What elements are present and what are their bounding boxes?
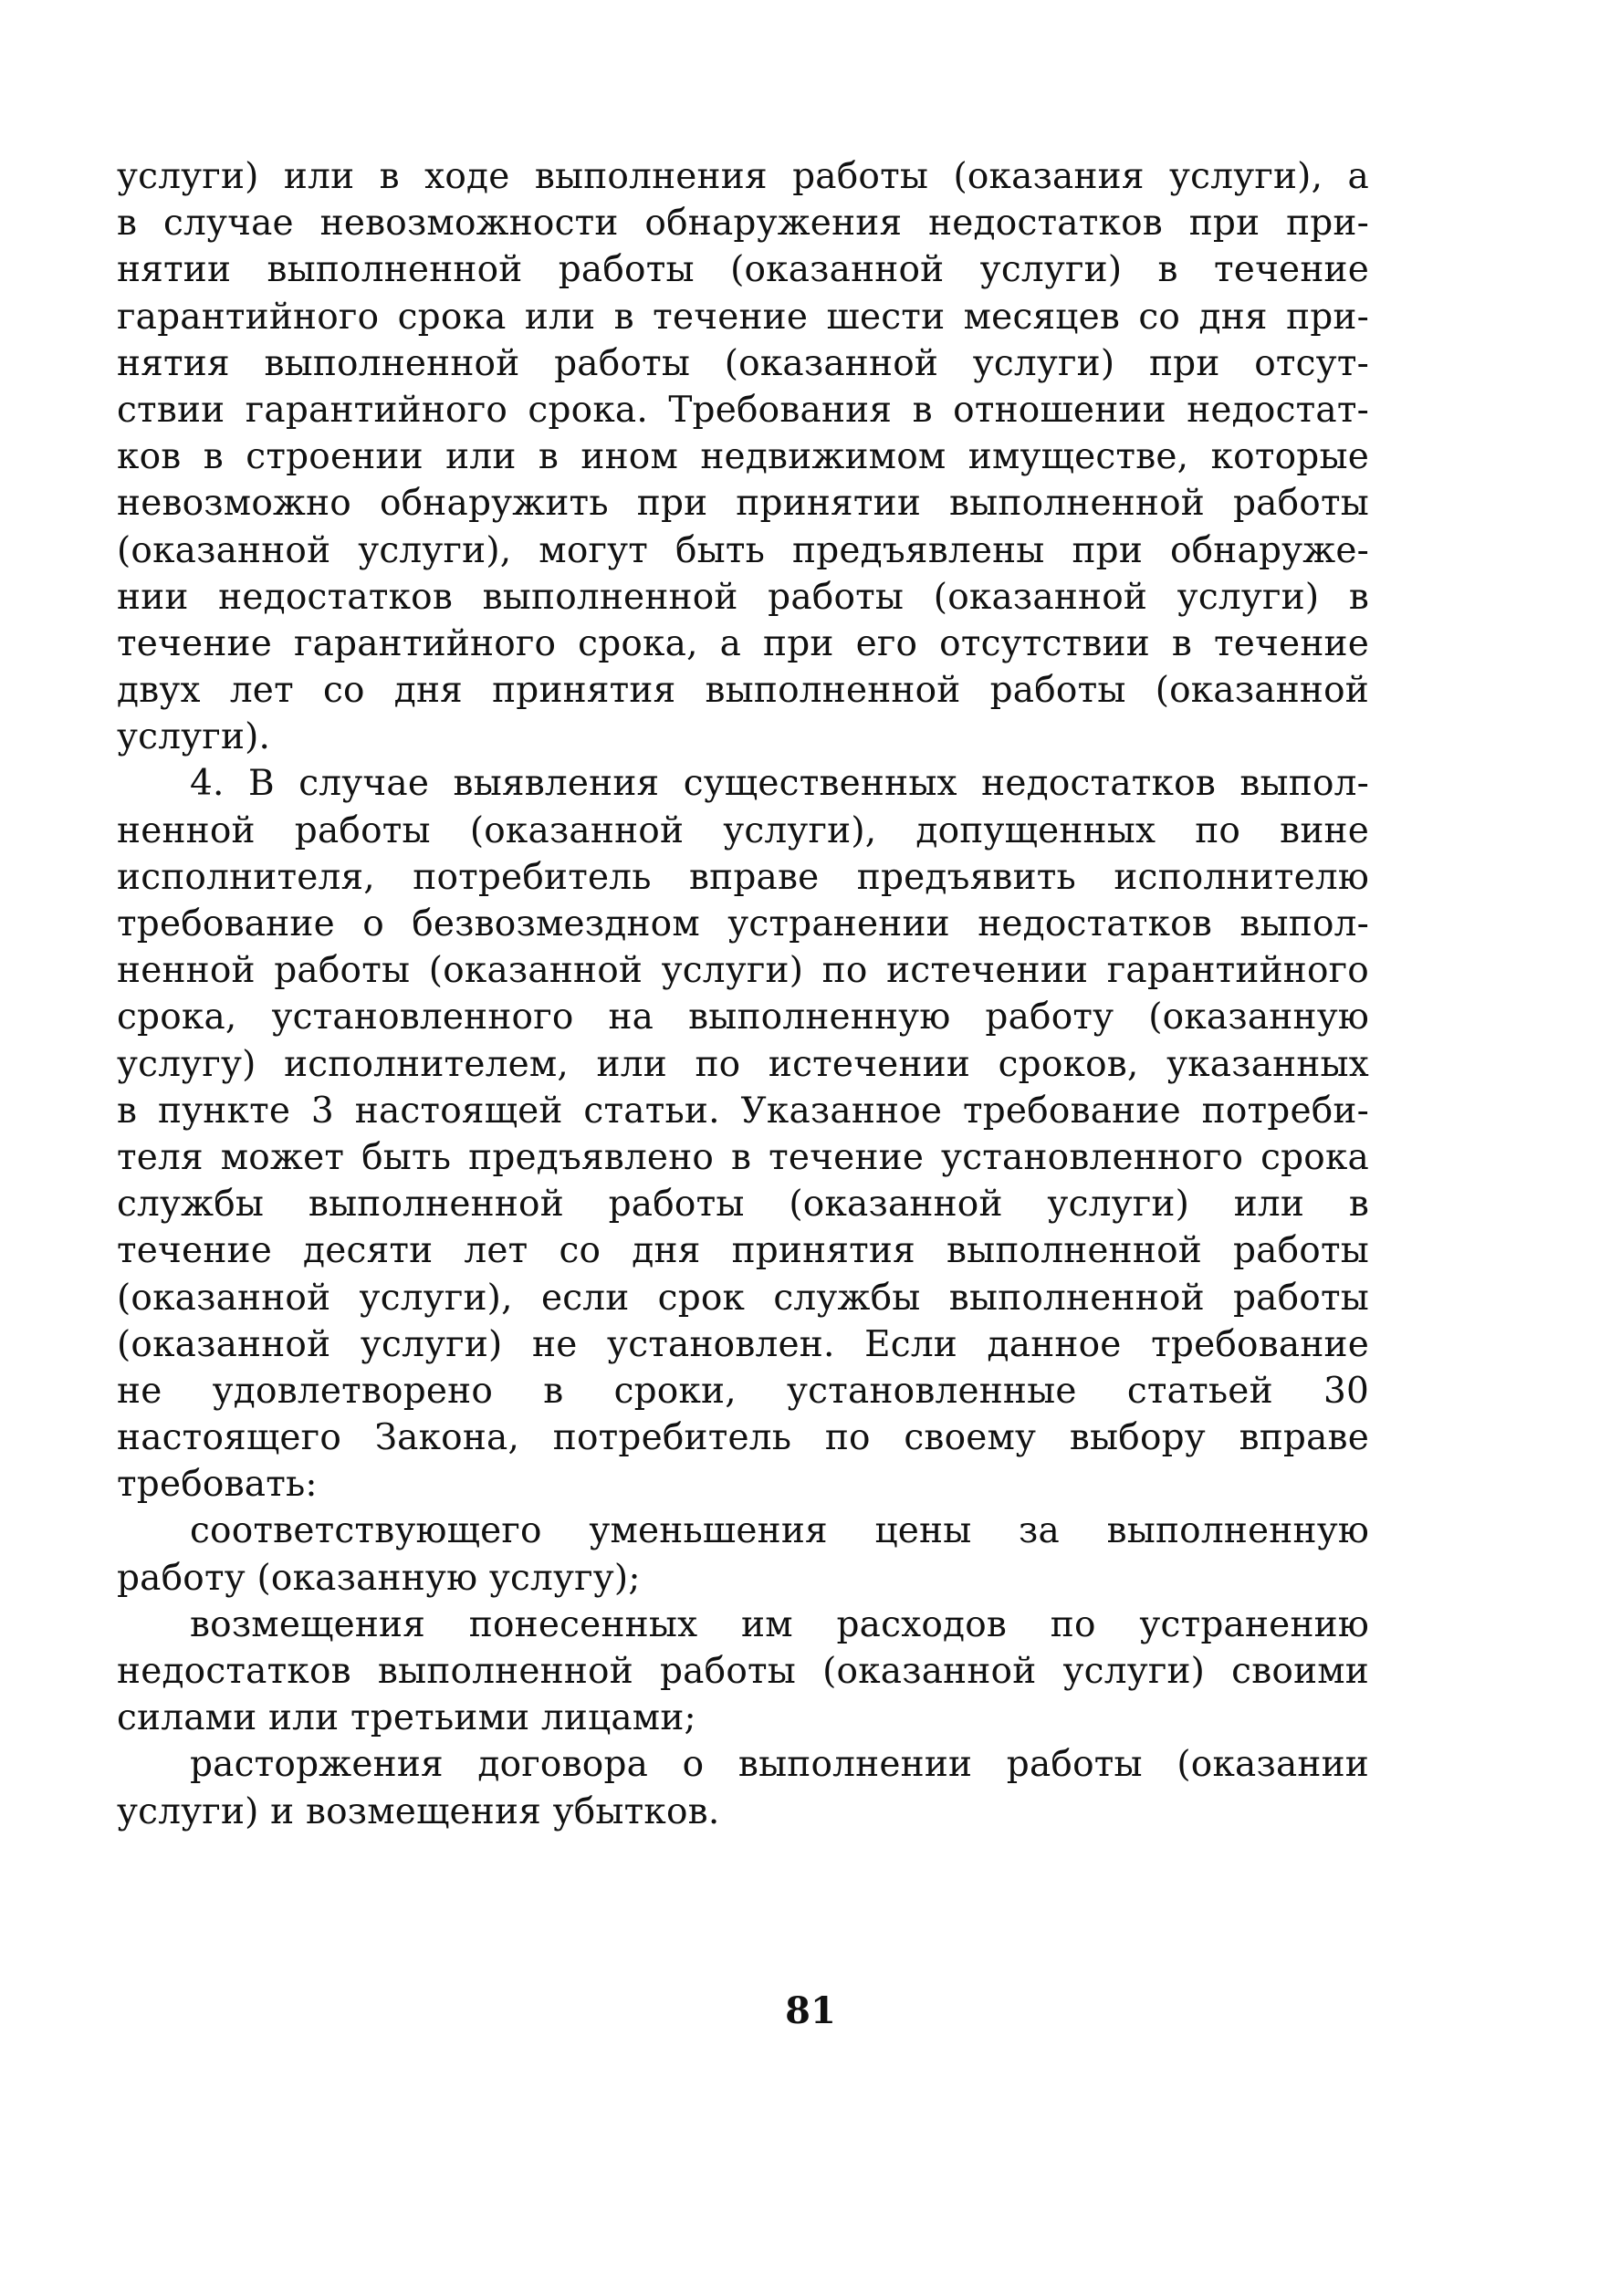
list-item-price-reduction: соответствующего уменьшения цены за выполненную — [190, 1510, 1369, 1552]
text-line: требование о безвозмездном устранении недостатков выпол- — [117, 903, 1369, 944]
text-line: ненной работы (оказанной услуги), допущенных по вине — [117, 809, 1369, 851]
text-line: силами или третьими лицами; — [117, 1697, 696, 1739]
text-line: недостатков выполненной работы (оказанной услуги) своими — [117, 1651, 1369, 1692]
text-line: в случае невозможности обнаружения недостатков при при- — [117, 203, 1369, 245]
text-line: теля может быть предъявлено в течение установленного срока — [117, 1136, 1369, 1178]
text-line: услугу) исполнителем, или по истечении сроков, указанных — [117, 1043, 1369, 1085]
paragraph-4-start: 4. В случае выявления существенных недостатков выпол- — [190, 763, 1369, 805]
text-line: невозможно обнаружить при принятии выполненной работы — [117, 483, 1369, 525]
list-item-expense-compensation: возмещения понесенных им расходов по устранению — [190, 1603, 1369, 1645]
text-line: ков в строении или в ином недвижимом имуществе, которые — [117, 436, 1369, 478]
text-line: (оказанной услуги), могут быть предъявлены при обнаруже- — [117, 529, 1369, 571]
text-line: услуги) или в ходе выполнения работы (оказания услуги), а — [117, 156, 1369, 197]
text-line: ненной работы (оказанной услуги) по истечении гарантийного — [117, 950, 1369, 992]
text-line: срока, установленного на выполненную работу (оказанную — [117, 997, 1369, 1038]
page-number: 81 — [785, 1989, 836, 2032]
text-line: в пункте 3 настоящей статьи. Указанное требование потреби- — [117, 1090, 1369, 1132]
text-line: не удовлетворено в сроки, установленные статьей 30 — [117, 1370, 1369, 1412]
text-line: услуги) и возмещения убытков. — [117, 1790, 720, 1832]
text-line: нятии выполненной работы (оказанной услуги) в течение — [117, 249, 1369, 291]
page-body — [117, 153, 1369, 1835]
text-line: двух лет со дня принятия выполненной работы (оказанной — [117, 670, 1369, 712]
text-line: ствии гарантийного срока. Требования в отношении недостат- — [117, 389, 1369, 431]
text-line: настоящего Закона, потребитель по своему выбору вправе — [117, 1417, 1369, 1459]
text-line: исполнителя, потребитель вправе предъявить исполнителю — [117, 856, 1369, 898]
text-line: течение десяти лет со дня принятия выполненной работы — [117, 1230, 1369, 1272]
text-line: течение гарантийного срока, а при его отсутствии в течение — [117, 622, 1369, 664]
text-line: работу (оказанную услугу); — [117, 1557, 641, 1599]
text-line: службы выполненной работы (оказанной услуги) или в — [117, 1184, 1369, 1226]
text-line: нии недостатков выполненной работы (оказанной услуги) в — [117, 576, 1369, 618]
text-line: гарантийного срока или в течение шести месяцев со дня при- — [117, 296, 1369, 338]
text-line: услуги). — [117, 716, 271, 758]
text-line: (оказанной услуги), если срок службы выполненной работы — [117, 1277, 1369, 1319]
list-item-contract-termination: расторжения договора о выполнении работы (оказании — [190, 1744, 1369, 1786]
text-line: нятия выполненной работы (оказанной услуги) при отсут- — [117, 342, 1369, 384]
text-line: (оказанной услуги) не установлен. Если данное требование — [117, 1323, 1369, 1365]
text-line: требовать: — [117, 1464, 318, 1506]
